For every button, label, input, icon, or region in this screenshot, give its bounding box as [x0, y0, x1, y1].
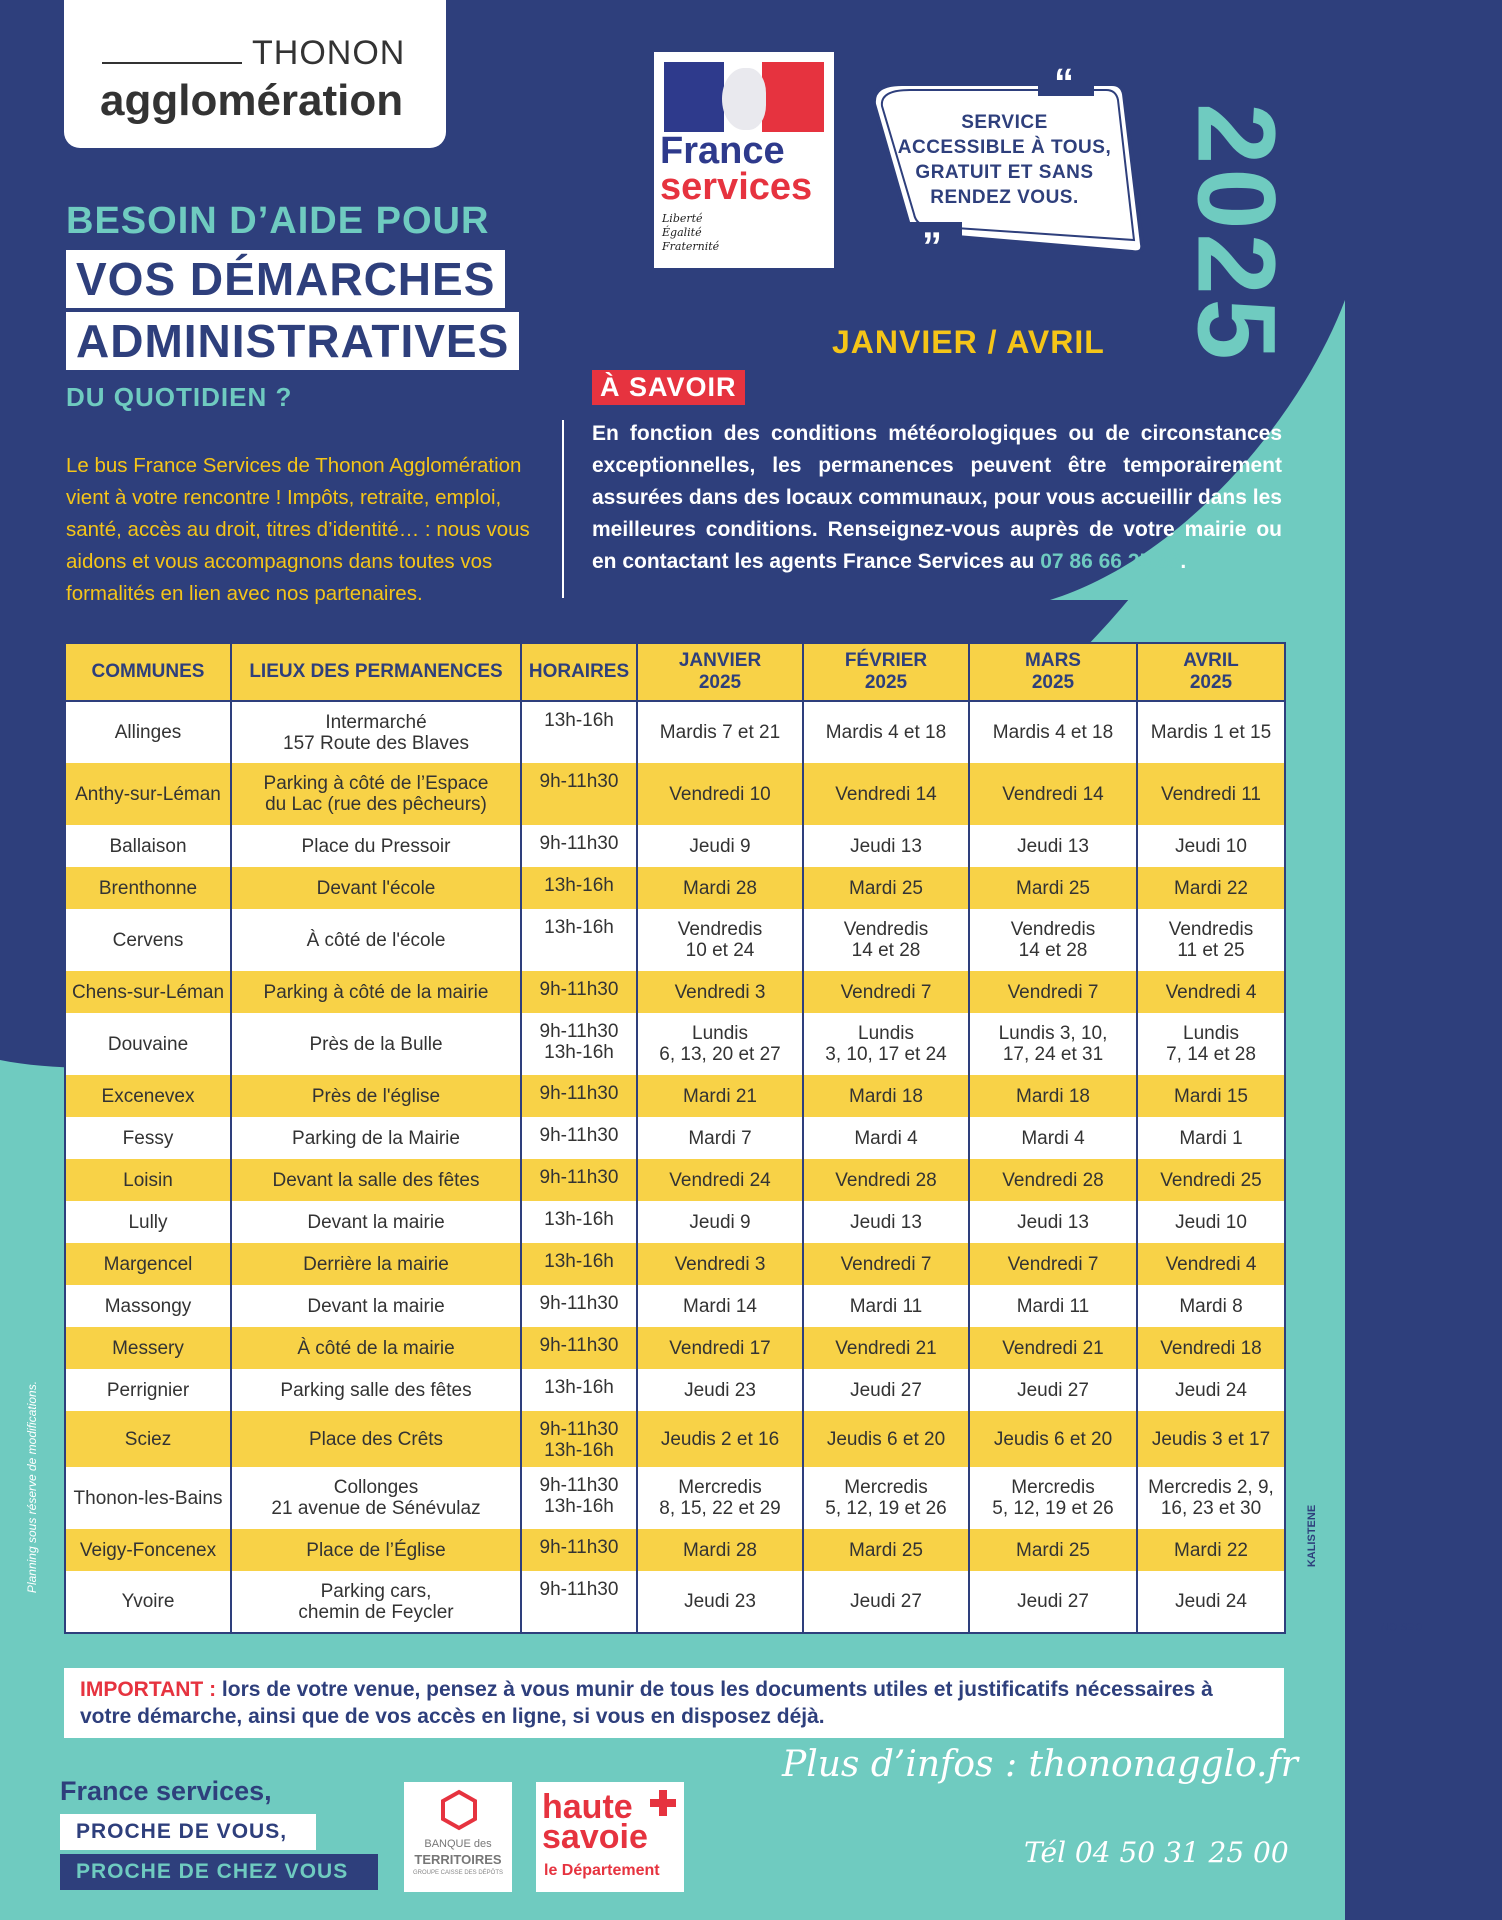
cell-janvier: Jeudi 9 — [637, 1201, 803, 1243]
cell-lieu: Parking cars, chemin de Feycler — [231, 1571, 521, 1633]
cell-horaires: 13h-16h — [521, 701, 637, 763]
cell-commune: Yvoire — [65, 1571, 231, 1633]
svg-text:“: “ — [1054, 61, 1074, 105]
cell-horaires: 9h-11h30 — [521, 971, 637, 1013]
table-row — [65, 971, 1285, 1013]
header-lieux: LIEUX DES PERMANENCES — [231, 643, 521, 701]
header-communes: COMMUNES — [65, 643, 231, 701]
france-services-logo — [654, 52, 834, 268]
marianne-flag-icon — [664, 62, 824, 132]
cell-horaires: 13h-16h — [521, 1243, 637, 1285]
cell-janvier: Mardis 7 et 21 — [637, 701, 803, 763]
cell-fevrier: Mardis 4 et 18 — [803, 701, 969, 763]
cell-fevrier: Mardi 18 — [803, 1075, 969, 1117]
cell-fevrier: Vendredi 28 — [803, 1159, 969, 1201]
cell-mars: Jeudi 27 — [969, 1369, 1137, 1411]
cell-fevrier: Mercredis 5, 12, 19 et 26 — [803, 1467, 969, 1529]
cell-horaires: 13h-16h — [521, 909, 637, 971]
cell-horaires: 9h-11h30 — [521, 1529, 637, 1571]
cell-janvier: Mardi 28 — [637, 1529, 803, 1571]
table-row — [65, 1285, 1285, 1327]
headline-besoin: BESOIN D’AIDE POUR — [66, 200, 490, 242]
table-row — [65, 1327, 1285, 1369]
cell-mars: Vendredi 7 — [969, 1243, 1137, 1285]
cell-avril: Vendredi 4 — [1137, 971, 1285, 1013]
cell-horaires: 9h-11h30 — [521, 1075, 637, 1117]
cell-janvier: Jeudi 23 — [637, 1571, 803, 1633]
cell-horaires: 9h-11h30 — [521, 1327, 637, 1369]
cell-avril: Vendredi 25 — [1137, 1159, 1285, 1201]
cell-lieu: Parking à côté de la mairie — [231, 971, 521, 1013]
cell-commune: Lully — [65, 1201, 231, 1243]
cell-horaires: 9h-11h30 — [521, 1571, 637, 1633]
cell-avril: Mardi 22 — [1137, 1529, 1285, 1571]
cell-lieu: Place de l’Église — [231, 1529, 521, 1571]
cell-horaires: 9h-11h30 13h-16h — [521, 1411, 637, 1467]
important-label: IMPORTANT : — [80, 1678, 217, 1701]
cell-commune: Perrignier — [65, 1369, 231, 1411]
table-row — [65, 1075, 1285, 1117]
header-horaires: HORAIRES — [521, 643, 637, 701]
cell-janvier: Vendredi 3 — [637, 971, 803, 1013]
banque-des-territoires-logo: BANQUE des TERRITOIRES GROUPE CAISSE DES DÉPÔTS — [404, 1782, 512, 1892]
cell-lieu: À côté de la mairie — [231, 1327, 521, 1369]
bubble-text: SERVICE ACCESSIBLE À TOUS, GRATUIT ET SANS RENDEZ VOUS. — [897, 112, 1112, 208]
cell-janvier: Jeudis 2 et 16 — [637, 1411, 803, 1467]
cell-fevrier: Jeudis 6 et 20 — [803, 1411, 969, 1467]
fs-logo-france: France — [660, 130, 785, 172]
table-row — [65, 1013, 1285, 1075]
cell-janvier: Mardi 7 — [637, 1117, 803, 1159]
table-row — [65, 701, 1285, 763]
cell-commune: Excenevex — [65, 1075, 231, 1117]
cell-lieu: Devant l'école — [231, 867, 521, 909]
hexagon-icon — [440, 1790, 478, 1830]
cell-fevrier: Mardi 25 — [803, 867, 969, 909]
cell-avril: Mercredis 2, 9, 16, 23 et 30 — [1137, 1467, 1285, 1529]
cell-lieu: Collonges 21 avenue de Sénévulaz — [231, 1467, 521, 1529]
cell-horaires: 9h-11h30 13h-16h — [521, 1467, 637, 1529]
cell-mars: Mardi 11 — [969, 1285, 1137, 1327]
cell-mars: Mercredis 5, 12, 19 et 26 — [969, 1467, 1137, 1529]
cell-commune: Cervens — [65, 909, 231, 971]
headline-quotidien: DU QUOTIDIEN ? — [66, 382, 293, 412]
footer-website[interactable]: Plus d’infos : thononagglo.fr — [782, 1744, 1298, 1785]
table-row — [65, 1467, 1285, 1529]
year-vertical: 2025 — [1174, 103, 1298, 364]
table-row — [65, 1243, 1285, 1285]
cell-mars: Vendredi 14 — [969, 763, 1137, 825]
cell-horaires: 9h-11h30 — [521, 763, 637, 825]
cell-commune: Anthy-sur-Léman — [65, 763, 231, 825]
cell-fevrier: Vendredis 14 et 28 — [803, 909, 969, 971]
cell-commune: Loisin — [65, 1159, 231, 1201]
fs-logo-services: services — [660, 166, 813, 208]
cell-mars: Lundis 3, 10, 17, 24 et 31 — [969, 1013, 1137, 1075]
cell-mars: Jeudis 6 et 20 — [969, 1411, 1137, 1467]
cell-fevrier: Vendredi 14 — [803, 763, 969, 825]
cell-mars: Vendredi 28 — [969, 1159, 1137, 1201]
cell-avril: Jeudi 10 — [1137, 825, 1285, 867]
header-janvier: JANVIER 2025 — [637, 643, 803, 701]
cell-avril: Jeudi 10 — [1137, 1201, 1285, 1243]
cell-janvier: Vendredi 10 — [637, 763, 803, 825]
table-body — [65, 701, 1285, 1633]
cell-mars: Jeudi 27 — [969, 1571, 1137, 1633]
cell-avril: Mardi 8 — [1137, 1285, 1285, 1327]
a-savoir-text: En fonction des conditions météorologiques ou de circonstances exceptionnelles, les permanences peuvent être temporairement assurées dans des locaux communaux, pour vous accueillir dans les meilleures conditions. Renseignez-vous auprès de votre mairie ou en contactant les agents France Services au 07 86 66 25 38. — [592, 422, 1282, 573]
logo-line — [102, 62, 242, 64]
cell-avril: Jeudis 3 et 17 — [1137, 1411, 1285, 1467]
cell-horaires: 9h-11h30 — [521, 1159, 637, 1201]
cell-lieu: Intermarché 157 Route des Blaves — [231, 701, 521, 763]
cell-commune: Sciez — [65, 1411, 231, 1467]
fs-logo-motto: Liberté Égalité Fraternité — [662, 212, 720, 253]
cell-mars: Jeudi 13 — [969, 1201, 1137, 1243]
cell-janvier: Mardi 28 — [637, 867, 803, 909]
important-text: lors de votre venue, pensez à vous munir de tous les documents utiles et justificatifs nécessaires à votre démarche, ainsi que de vos accès en ligne, si vous en disposez déjà. — [80, 1678, 1213, 1728]
cell-mars: Mardi 4 — [969, 1117, 1137, 1159]
header-avril: AVRIL 2025 — [1137, 643, 1285, 701]
cell-fevrier: Jeudi 27 — [803, 1571, 969, 1633]
cell-avril: Vendredi 11 — [1137, 763, 1285, 825]
cell-fevrier: Mardi 4 — [803, 1117, 969, 1159]
cell-lieu: Place des Crêts — [231, 1411, 521, 1467]
logo-thonon: THONON — [252, 34, 406, 72]
cell-commune: Massongy — [65, 1285, 231, 1327]
cell-janvier: Vendredi 3 — [637, 1243, 803, 1285]
cell-lieu: Près de l'église — [231, 1075, 521, 1117]
cell-horaires: 9h-11h30 — [521, 1285, 637, 1327]
cell-janvier: Lundis 6, 13, 20 et 27 — [637, 1013, 803, 1075]
design-credit: DESIGN KALISTENE — [1306, 1504, 1424, 1632]
table-row — [65, 825, 1285, 867]
table-row — [65, 1159, 1285, 1201]
cell-commune: Chens-sur-Léman — [65, 971, 231, 1013]
thonon-agglomeration-logo — [64, 0, 446, 148]
intro-paragraph: Le bus France Services de Thonon Agglomération vient à votre rencontre ! Impôts, retraite, emploi, santé, accès au droit, titres d’identité… : nous vous aidons et vous accompagnons dans toutes vos formalités en lien avec nos partenaires. — [66, 454, 530, 605]
savoie-cross-icon — [650, 1790, 676, 1816]
cell-mars: Vendredis 14 et 28 — [969, 909, 1137, 971]
cell-janvier: Mardi 21 — [637, 1075, 803, 1117]
cell-lieu: Place du Pressoir — [231, 825, 521, 867]
cell-fevrier: Jeudi 13 — [803, 825, 969, 867]
cell-avril: Vendredis 11 et 25 — [1137, 909, 1285, 971]
table-row — [65, 1369, 1285, 1411]
cell-avril: Jeudi 24 — [1137, 1571, 1285, 1633]
cell-commune: Brenthonne — [65, 867, 231, 909]
cell-lieu: Devant la mairie — [231, 1285, 521, 1327]
cell-commune: Messery — [65, 1327, 231, 1369]
cell-horaires: 13h-16h — [521, 1201, 637, 1243]
cell-commune: Fessy — [65, 1117, 231, 1159]
cell-horaires: 13h-16h — [521, 1369, 637, 1411]
cell-mars: Mardi 18 — [969, 1075, 1137, 1117]
a-savoir-tag: À SAVOIR — [592, 370, 745, 405]
cell-lieu: Près de la Bulle — [231, 1013, 521, 1075]
period-months: JANVIER / AVRIL — [832, 324, 1105, 360]
cell-commune: Allinges — [65, 701, 231, 763]
service-speech-bubble — [862, 54, 1150, 269]
cell-avril: Mardi 22 — [1137, 867, 1285, 909]
headline-box-demarches: VOS DÉMARCHES — [66, 250, 505, 308]
cell-mars: Jeudi 13 — [969, 825, 1137, 867]
contact-phone: 07 86 66 25 38 — [1040, 550, 1181, 573]
table-row — [65, 1117, 1285, 1159]
cell-horaires: 9h-11h30 13h-16h — [521, 1013, 637, 1075]
cell-avril: Mardi 15 — [1137, 1075, 1285, 1117]
svg-text:”: ” — [922, 225, 942, 269]
cell-lieu: Derrière la mairie — [231, 1243, 521, 1285]
cell-fevrier: Mardi 25 — [803, 1529, 969, 1571]
side-note: Planning sous réserve de modifications. — [25, 1380, 39, 1594]
cell-mars: Mardi 25 — [969, 867, 1137, 909]
cell-commune: Douvaine — [65, 1013, 231, 1075]
cell-janvier: Mercredis 8, 15, 22 et 29 — [637, 1467, 803, 1529]
cell-fevrier: Vendredi 7 — [803, 971, 969, 1013]
cell-janvier: Jeudi 23 — [637, 1369, 803, 1411]
cell-horaires: 9h-11h30 — [521, 1117, 637, 1159]
cell-commune: Margencel — [65, 1243, 231, 1285]
footer-proche-de-vous: PROCHE DE VOUS, — [60, 1814, 316, 1850]
table-row — [65, 1571, 1285, 1633]
table-row — [65, 763, 1285, 825]
permanences-table — [64, 642, 1286, 1634]
cell-commune: Ballaison — [65, 825, 231, 867]
cell-horaires: 13h-16h — [521, 867, 637, 909]
footer-slogan: France services, — [60, 1776, 272, 1806]
cell-avril: Mardi 1 — [1137, 1117, 1285, 1159]
cell-avril: Vendredi 4 — [1137, 1243, 1285, 1285]
cell-fevrier: Mardi 11 — [803, 1285, 969, 1327]
cell-janvier: Vendredi 17 — [637, 1327, 803, 1369]
cell-horaires: 9h-11h30 — [521, 825, 637, 867]
logo-agglomeration: agglomération — [100, 76, 404, 125]
a-savoir-divider — [562, 420, 564, 598]
haute-savoie-logo: haute savoie le Département — [536, 1782, 684, 1892]
table-row — [65, 1411, 1285, 1467]
cell-avril: Jeudi 24 — [1137, 1369, 1285, 1411]
cell-commune: Thonon-les-Bains — [65, 1467, 231, 1529]
table-row — [65, 867, 1285, 909]
cell-mars: Vendredi 7 — [969, 971, 1137, 1013]
cell-avril: Lundis 7, 14 et 28 — [1137, 1013, 1285, 1075]
footer-proche-de-chez-vous: PROCHE DE CHEZ VOUS — [60, 1854, 378, 1890]
header-fevrier: FÉVRIER 2025 — [803, 643, 969, 701]
cell-mars: Mardis 4 et 18 — [969, 701, 1137, 763]
cell-janvier: Vendredi 24 — [637, 1159, 803, 1201]
cell-lieu: Parking salle des fêtes — [231, 1369, 521, 1411]
table-row — [65, 909, 1285, 971]
cell-avril: Mardis 1 et 15 — [1137, 701, 1285, 763]
table-header-row — [65, 643, 1285, 701]
cell-lieu: À côté de l'école — [231, 909, 521, 971]
cell-janvier: Jeudi 9 — [637, 825, 803, 867]
cell-lieu: Devant la salle des fêtes — [231, 1159, 521, 1201]
table-row — [65, 1529, 1285, 1571]
cell-commune: Veigy-Foncenex — [65, 1529, 231, 1571]
important-notice — [64, 1668, 1284, 1738]
headline-box-administratives: ADMINISTRATIVES — [66, 312, 519, 370]
cell-janvier: Mardi 14 — [637, 1285, 803, 1327]
cell-mars: Mardi 25 — [969, 1529, 1137, 1571]
footer-phone[interactable]: Tél 04 50 31 25 00 — [1024, 1836, 1289, 1869]
cell-lieu: Devant la mairie — [231, 1201, 521, 1243]
cell-lieu: Parking de la Mairie — [231, 1117, 521, 1159]
table-row — [65, 1201, 1285, 1243]
cell-mars: Vendredi 21 — [969, 1327, 1137, 1369]
cell-fevrier: Jeudi 13 — [803, 1201, 969, 1243]
cell-fevrier: Vendredi 21 — [803, 1327, 969, 1369]
cell-janvier: Vendredis 10 et 24 — [637, 909, 803, 971]
cell-fevrier: Jeudi 27 — [803, 1369, 969, 1411]
header-mars: MARS 2025 — [969, 643, 1137, 701]
cell-avril: Vendredi 18 — [1137, 1327, 1285, 1369]
cell-lieu: Parking à côté de l’Espace du Lac (rue des pêcheurs) — [231, 763, 521, 825]
cell-fevrier: Lundis 3, 10, 17 et 24 — [803, 1013, 969, 1075]
cell-fevrier: Vendredi 7 — [803, 1243, 969, 1285]
